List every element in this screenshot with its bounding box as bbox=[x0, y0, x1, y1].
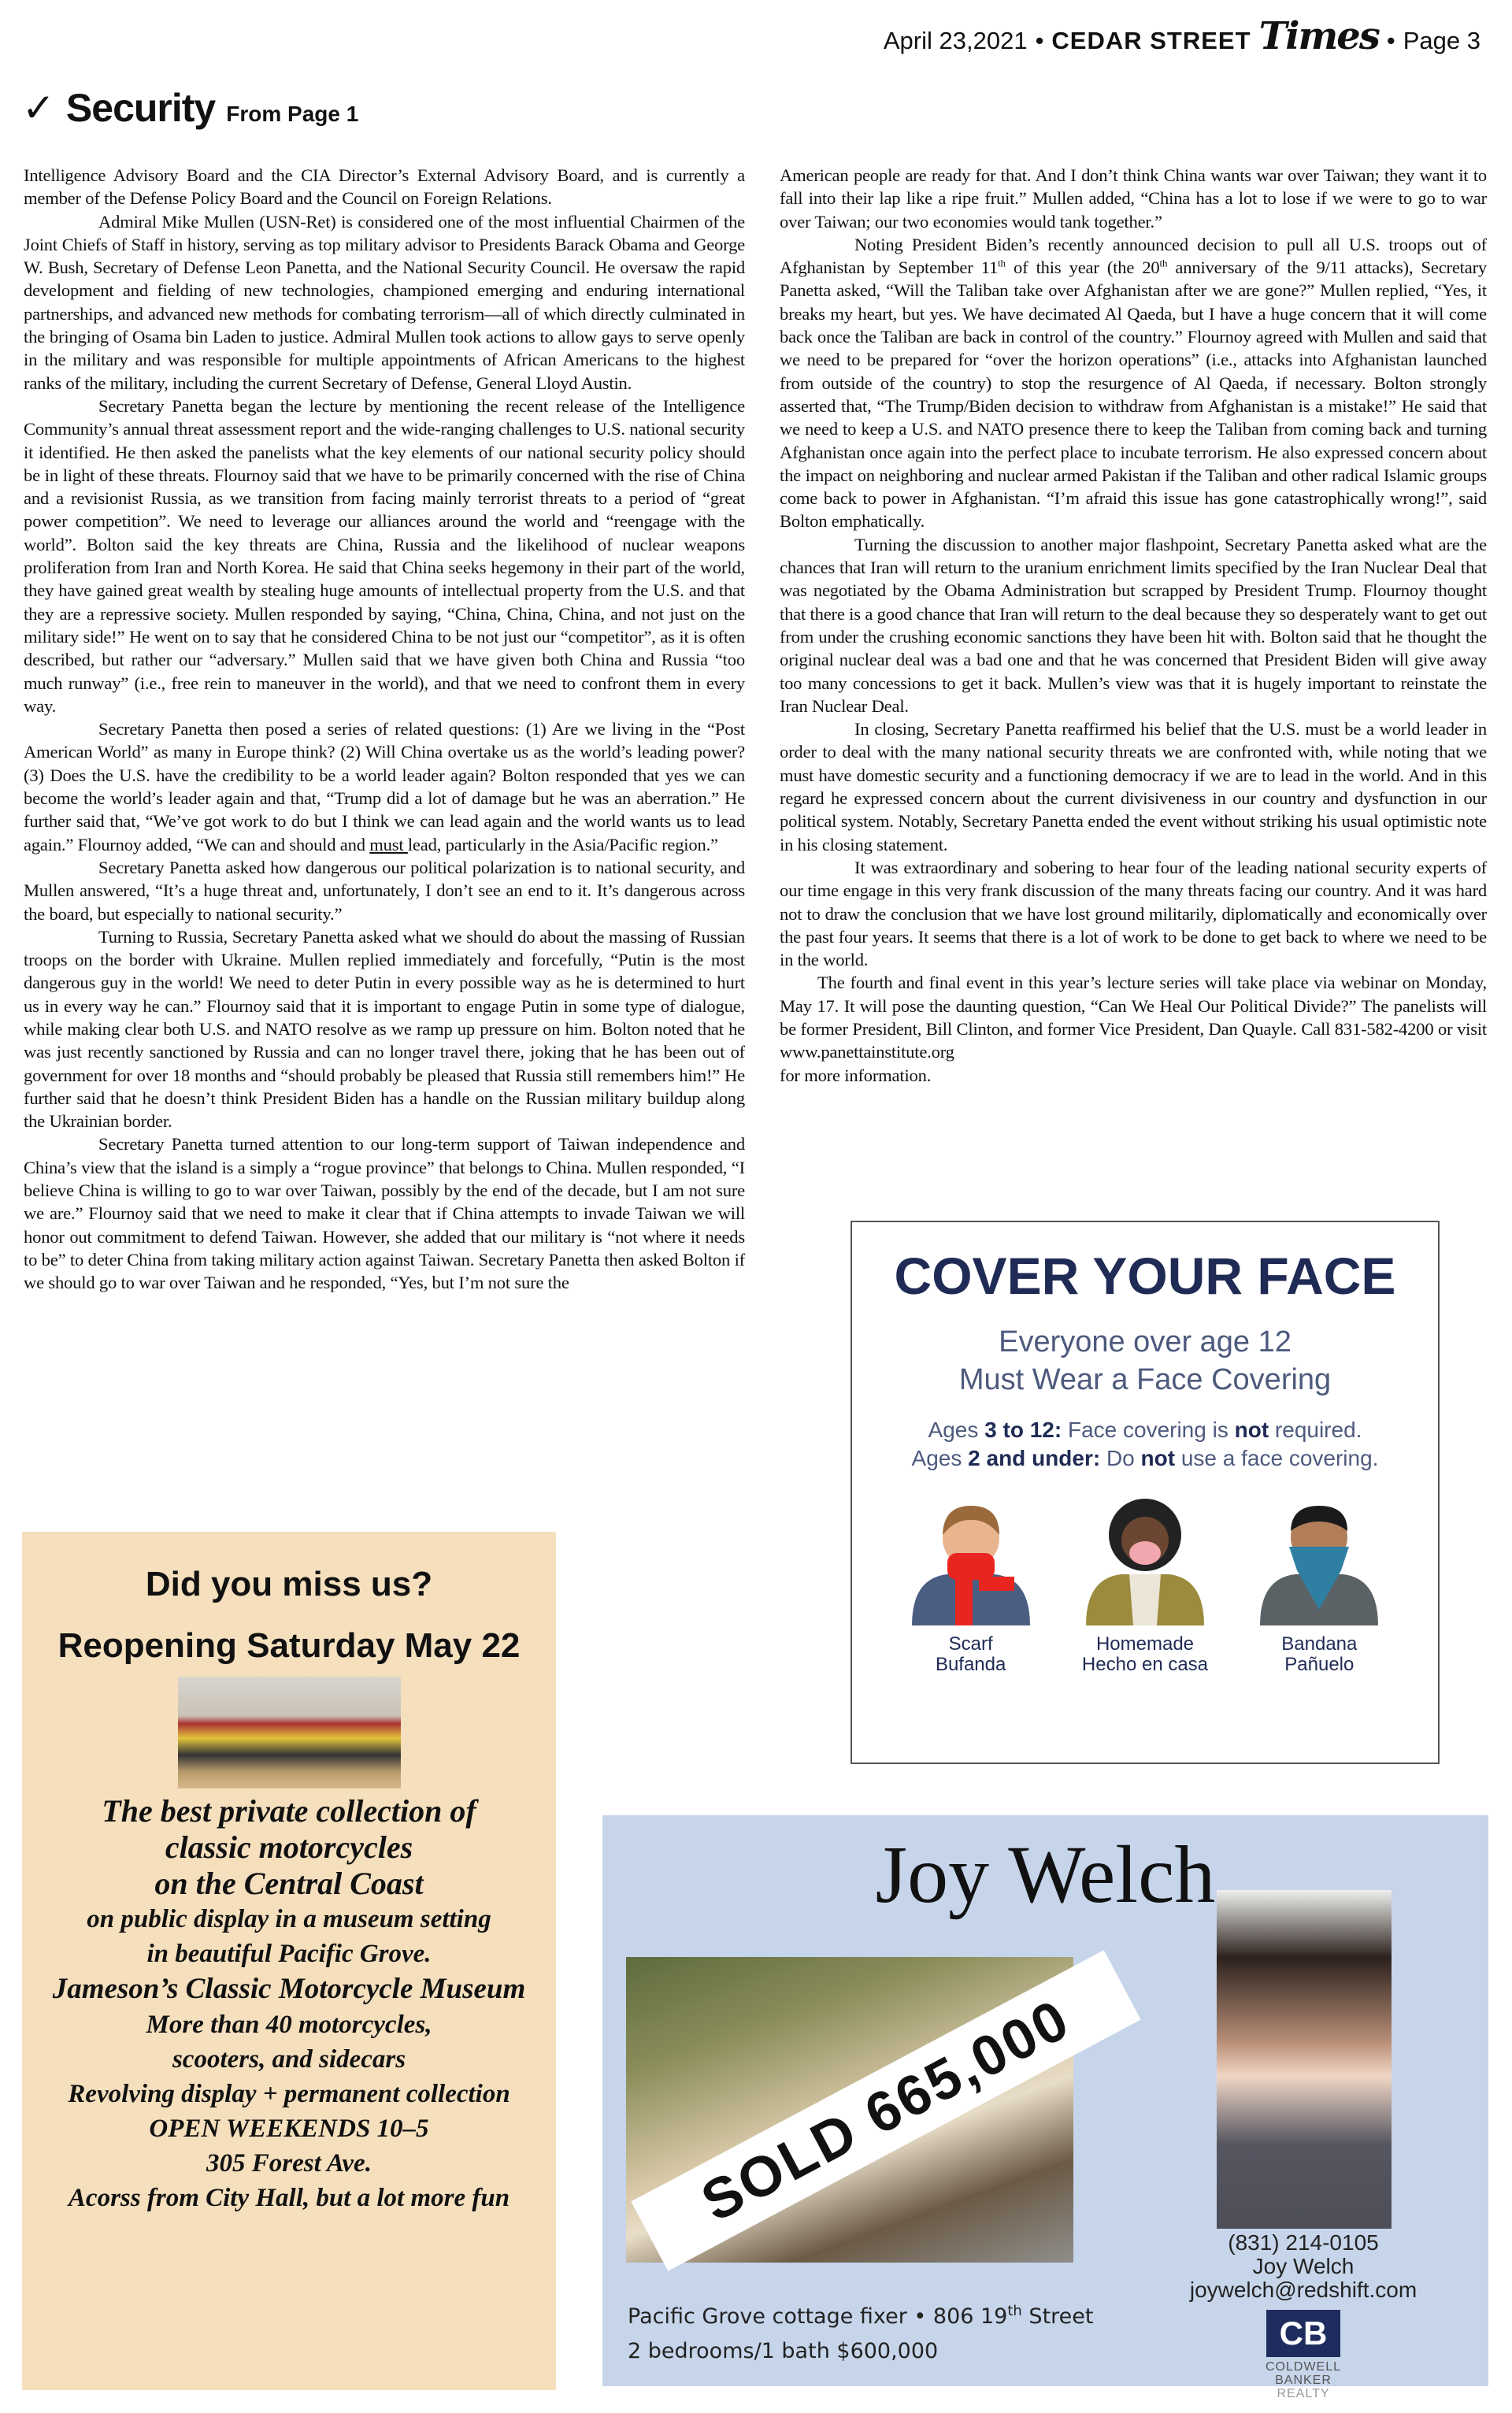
text: not bbox=[1140, 1446, 1176, 1470]
text: Face covering is bbox=[1062, 1418, 1235, 1442]
superscript: th bbox=[1159, 257, 1168, 269]
motorcycle-museum-ad bbox=[22, 1532, 556, 2390]
listing-details: 2 bedrooms/1 bath $600,000 bbox=[628, 2339, 939, 2363]
page-number: Page 3 bbox=[1403, 27, 1480, 54]
ad-headline: Did you miss us? bbox=[145, 1565, 433, 1603]
paragraph: Admiral Mike Mullen (USN-Ret) is considered one of the most influential Chairmen of the Joint Chiefs of Staff in history, serving as top military advisor to Presidents Barack Obama and George W. Bush, Secretary of Defense Leon Panetta, and the National Security Council. He oversaw the rapid development and fielding of new technologies, championed emerging and enduring international partnerships, and advanced new methods for combating terrorism—all of which directly culminated in the bringing of Osama bin Laden to justice. Admiral Mullen took actions to allow gays to serve openly in the military and was responsible for multiple appointments of African Americans to the highest ranks of the military, including the current Secretary of Defense, General Lloyd Austin. bbox=[24, 211, 745, 393]
paragraph: Secretary Panetta turned attention to our long-term support of Taiwan independence and China’s view that the island is a simply a “rogue province” that belongs to China. Mullen responded, “I believe China is willing to go to war over Taiwan, possibly by the end of the decade, but I am not sure we are.” Flournoy said that we need to make it clear that if China attempts to invade Taiwan we will honor out commitment to defend Taiwan. However, she added that our military is “not where it needs to be” to deter China from taking military action against Taiwan. Secretary Panetta then asked Bolton if we should go to war over Taiwan and he responded, “Yes, but I’m not sure the bbox=[24, 1134, 745, 1293]
ad-line: in beautiful Pacific Grove. bbox=[146, 1940, 432, 1968]
text: required. bbox=[1269, 1418, 1362, 1442]
listing-description bbox=[628, 2300, 1093, 2369]
paragraph: Turning the discussion to another major flashpoint, Secretary Panetta asked what are the chances that Iran will return to the uranium enrichment limits specified by the Iran Nuclear Deal that was negotiated by the Obama Administration but scrapped by President Trump. Flournoy thought that there is a good chance that Iran will return to the deal because they so desperately want to get out from under the crushing economic sanctions they have been hit with. Bolton said that he thought the original nuclear deal was a bad one and that he was concerned that President Biden will give away too many concessions to get it back. Mullen’s view was that it is hugely important to reinstate the Iran Nuclear Deal. bbox=[780, 534, 1487, 716]
listing-address: Pacific Grove cottage fixer • 806 19 bbox=[628, 2304, 1008, 2329]
email: joywelch@redshift.com bbox=[1189, 2278, 1418, 2302]
caption: Scarf bbox=[948, 1633, 993, 1655]
ad-line: More than 40 motorcycles, bbox=[146, 2011, 432, 2039]
contact-info bbox=[1169, 2231, 1437, 2302]
figure-bandana bbox=[1244, 1492, 1394, 1675]
person-homemade-mask-icon bbox=[1074, 1492, 1216, 1625]
joy-welch-realtor-ad bbox=[602, 1815, 1488, 2386]
motorcycles-photo bbox=[178, 1677, 401, 1788]
paragraph: Secretary Panetta asked how dangerous our political polarization is to national security, and Mullen answered, “It’s a huge threat and, unfortunately, I don’t see an end to it. It’s dangerous across the board, but especially to national security.” bbox=[24, 857, 745, 924]
text: Secretary Panetta then posed a series of related questions: (1) Are we living in the “Post American World” as many in Europe think? (2) Will China overtake us as the world’s leading power? (3) Does the U.S. have the credibility to be a world leader again? Bolton responded that yes we can become the world’s leader again and that, “Trump did a lot of damage but he was an aberration.” He further said that, “We’ve got work to do but I think we can lead again and the world wants us to lead again.” Flournoy added, “We can and should and bbox=[24, 719, 745, 854]
ad-line: The best private collection of bbox=[102, 1793, 476, 1829]
issue-date: April 23,2021 bbox=[883, 27, 1028, 54]
caption: Hecho en casa bbox=[1081, 1654, 1209, 1675]
text: use a face covering. bbox=[1175, 1446, 1379, 1470]
figure-scarf bbox=[896, 1492, 1046, 1675]
text: Ages bbox=[928, 1418, 985, 1442]
sold-banner: SOLD 665,000 bbox=[631, 1950, 1140, 2271]
article-column-2 bbox=[780, 164, 1487, 1087]
superscript: th bbox=[998, 257, 1006, 269]
coldwell-banker-logo: CB bbox=[1266, 2310, 1340, 2357]
underlined-text: must bbox=[369, 834, 408, 854]
text: lead, particularly in the Asia/Pacific region.” bbox=[407, 834, 718, 854]
age-rule bbox=[852, 1416, 1438, 1444]
ad-title: COVER YOUR FACE bbox=[894, 1247, 1396, 1305]
paragraph: Secretary Panetta began the lecture by mentioning the recent release of the Intelligence Community’s annual threat assessment report and the wide-ranging challenges to U.S. national security it identified. He then asked the panelists what the key elements of our national security policy should be in light of these threats. Flournoy said that we have to be primarily concerned with the rise of China and a revisionist Russia, as we transition from facing mainly terrorist threats to a period of “great power competition”. We need to leverage our alliances around the world and “reengage with the world”. Bolton said the key threats are China, Russia and the likelihood of nuclear weapons proliferation from Iran and North Korea. He said that China seeks hegemony in their part of the world, they have gained great wealth by stealing huge amounts of intellectual property from the U.S. and that they are a repressive society. Mullen responded by saying, “China, China, China, and not just on the military side!” He went on to say that he considered China to be not just our “competitor”, as it is often described, but rather our “adversary.” Mullen said that we have given both China and Russia “too much runway” (i.e., free rein to maneuver in the world), and that we need to confront them in every way. bbox=[24, 395, 745, 716]
text: Do bbox=[1100, 1446, 1141, 1470]
article-title: Security bbox=[65, 86, 216, 130]
bullet: • bbox=[1386, 27, 1395, 54]
ad-subtitle: Everyone over age 12 bbox=[999, 1325, 1292, 1358]
caption: Bandana bbox=[1281, 1633, 1358, 1655]
paragraph: American people are ready for that. And I don’t think China wants war over Taiwan; they want it to fall into their lap like a ripe fruit.” Mullen added, “China has a lot to lose if we were to go to war over Taiwan; our two economies would tank together.” bbox=[780, 165, 1487, 232]
checkmark-icon: ✓ bbox=[22, 86, 55, 130]
text: 3 to 12: bbox=[984, 1418, 1062, 1442]
superscript: th bbox=[1007, 2303, 1022, 2319]
paper-name: CEDAR STREET bbox=[1051, 27, 1251, 54]
caption: Bufanda bbox=[935, 1654, 1006, 1675]
paragraph bbox=[24, 717, 745, 856]
paper-name-times-logo: Times bbox=[1258, 14, 1379, 58]
paragraph bbox=[780, 233, 1487, 533]
article-column-1 bbox=[24, 164, 745, 1295]
ad-headline: Reopening Saturday May 22 bbox=[57, 1626, 521, 1665]
ad-line: Revolving display + permanent collection bbox=[68, 2080, 510, 2108]
age-rule bbox=[852, 1444, 1438, 1473]
text: 2 and under: bbox=[968, 1446, 1101, 1470]
realtor-portrait bbox=[1217, 1890, 1392, 2229]
brand-text: BANKER bbox=[1275, 2374, 1332, 2387]
text: not bbox=[1234, 1418, 1269, 1442]
phone: (831) 214-0105 bbox=[1228, 2230, 1379, 2255]
text: anniversary of the 9/11 attacks), Secretary Panetta asked, “Will the Taliban take over Afghanistan after we are gone?” Mullen replied, “Yes, it breaks my heart, but yes. We have decimated Al Qaeda, but I have a huge concern that it will come back once the Taliban are back in control of the country.” Flournoy agreed with Mullen and said that we need to be prepared for “over the horizon operations” (i.e., attacks into Afghanistan launched from outside of the country) to stop the resurgence of Al Qaeda, if necessary. Bolton strongly asserted that, “The Trump/Biden decision to withdraw from Afghanistan is a mistake!” He said that we need to keep a U.S. and NATO presence there to keep the Taliban from coming back and turning Afghanistan once again into the perfect place to incubate terrorism. He also expressed concern about the impact on neighboring and nuclear armed Pakistan if the Taliban and other radical Islamic groups come back to power in Afghanistan. “I’m afraid this issue has gone catastrophically wrong!”, said Bolton emphatically. bbox=[780, 258, 1487, 532]
brand-text: REALTY bbox=[1277, 2387, 1330, 2400]
paragraph: Turning to Russia, Secretary Panetta asked what we should do about the massing of Russian troops on the border with Ukraine. Mullen replied immediately and forcefully, “Putin is the most dangerous guy in the world! We need to deter Putin in every possible way as he is determined to hurt us in every way he can.” Flournoy said that it is important to engage Putin in some type of dialogue, while making clear both U.S. and NATO resolve as we ramp up pressure on him. Bolton noted that he was just recently sanctioned by Russia and can no longer travel there, joking that he has been out of government for over 18 months and “should probably be pleased that Russia still remembers him!” He further said that he doesn’t think President Biden has a handle on the Russian military buildup along the Ukrainian border. bbox=[24, 926, 745, 1132]
caption: Pañuelo bbox=[1284, 1654, 1354, 1675]
paragraph: The fourth and final event in this year’s lecture series will take place via webinar on Monday, May 17. It will pose the daunting question, “Can We Heal Our Political Divide?” The panelists will be former President, Bill Clinton, and former Vice President, Dan Quayle. Call 831-582-4200 or visit www.panettainstitute.org bbox=[780, 973, 1487, 1062]
ad-hours: OPEN WEEKENDS 10–5 bbox=[149, 2115, 429, 2143]
person-bandana-icon bbox=[1248, 1492, 1390, 1625]
coldwell-banker-wordmark bbox=[1225, 2360, 1382, 2400]
brand-text: COLDWELL bbox=[1265, 2360, 1342, 2374]
bullet: • bbox=[1035, 27, 1044, 54]
ad-line: on the Central Coast bbox=[154, 1866, 424, 1901]
text: Noting President Biden’s recently announced decision to pull all U.S. troops out of Afghanistan by September 11 bbox=[780, 234, 1487, 278]
ad-line: classic motorcycles bbox=[165, 1829, 413, 1865]
text: of this year (the 20 bbox=[1005, 258, 1160, 278]
cover-your-face-ad bbox=[850, 1221, 1440, 1764]
person-scarf-icon bbox=[900, 1492, 1042, 1625]
listing-address: Street bbox=[1021, 2304, 1094, 2329]
realtor-name: Joy Welch bbox=[875, 1829, 1216, 1920]
article-heading bbox=[22, 85, 358, 131]
ad-address: 305 Forest Ave. bbox=[206, 2149, 372, 2178]
paragraph: for more information. bbox=[780, 1065, 932, 1085]
text: Ages bbox=[911, 1446, 969, 1470]
museum-name: Jameson’s Classic Motorcycle Museum bbox=[52, 1973, 526, 2005]
paragraph: In closing, Secretary Panetta reaffirmed his belief that the U.S. must be a world leader in order to deal with the many national security threats we are confronted with, while noting that we must have domestic security and a functioning democracy if we are to lead in the world. And in this regard he expressed concern about the current divisiveness in our country and dysfunction in our political system. Notably, Secretary Panetta ended the event without striking his usual optimistic note in his closing statement. bbox=[780, 719, 1487, 854]
ad-line: on public display in a museum setting bbox=[87, 1905, 491, 1933]
paragraph: It was extraordinary and sobering to hear four of the leading national security experts of our time engage in this very frank discussion of the many threats facing our country. And it was hard not to draw the conclusion that we have lost ground militarily, diplomatically and economically over the past four years. It seems that there is a lot of work to be done to get back to where we need to be in the world. bbox=[780, 857, 1487, 970]
paragraph: Intelligence Advisory Board and the CIA Director’s External Advisory Board, and is currently a member of the Defense Policy Board and the Council on Foreign Relations. bbox=[24, 165, 745, 209]
masthead bbox=[884, 14, 1480, 58]
agent-name: Joy Welch bbox=[1252, 2254, 1354, 2278]
ad-line: scooters, and sidecars bbox=[172, 2045, 406, 2074]
figure-homemade bbox=[1070, 1492, 1220, 1675]
ad-subtitle: Must Wear a Face Covering bbox=[958, 1363, 1332, 1396]
caption: Homemade bbox=[1095, 1633, 1195, 1655]
continued-from: From Page 1 bbox=[226, 102, 359, 126]
ad-line: Acorss from City Hall, but a lot more fun bbox=[68, 2184, 510, 2212]
